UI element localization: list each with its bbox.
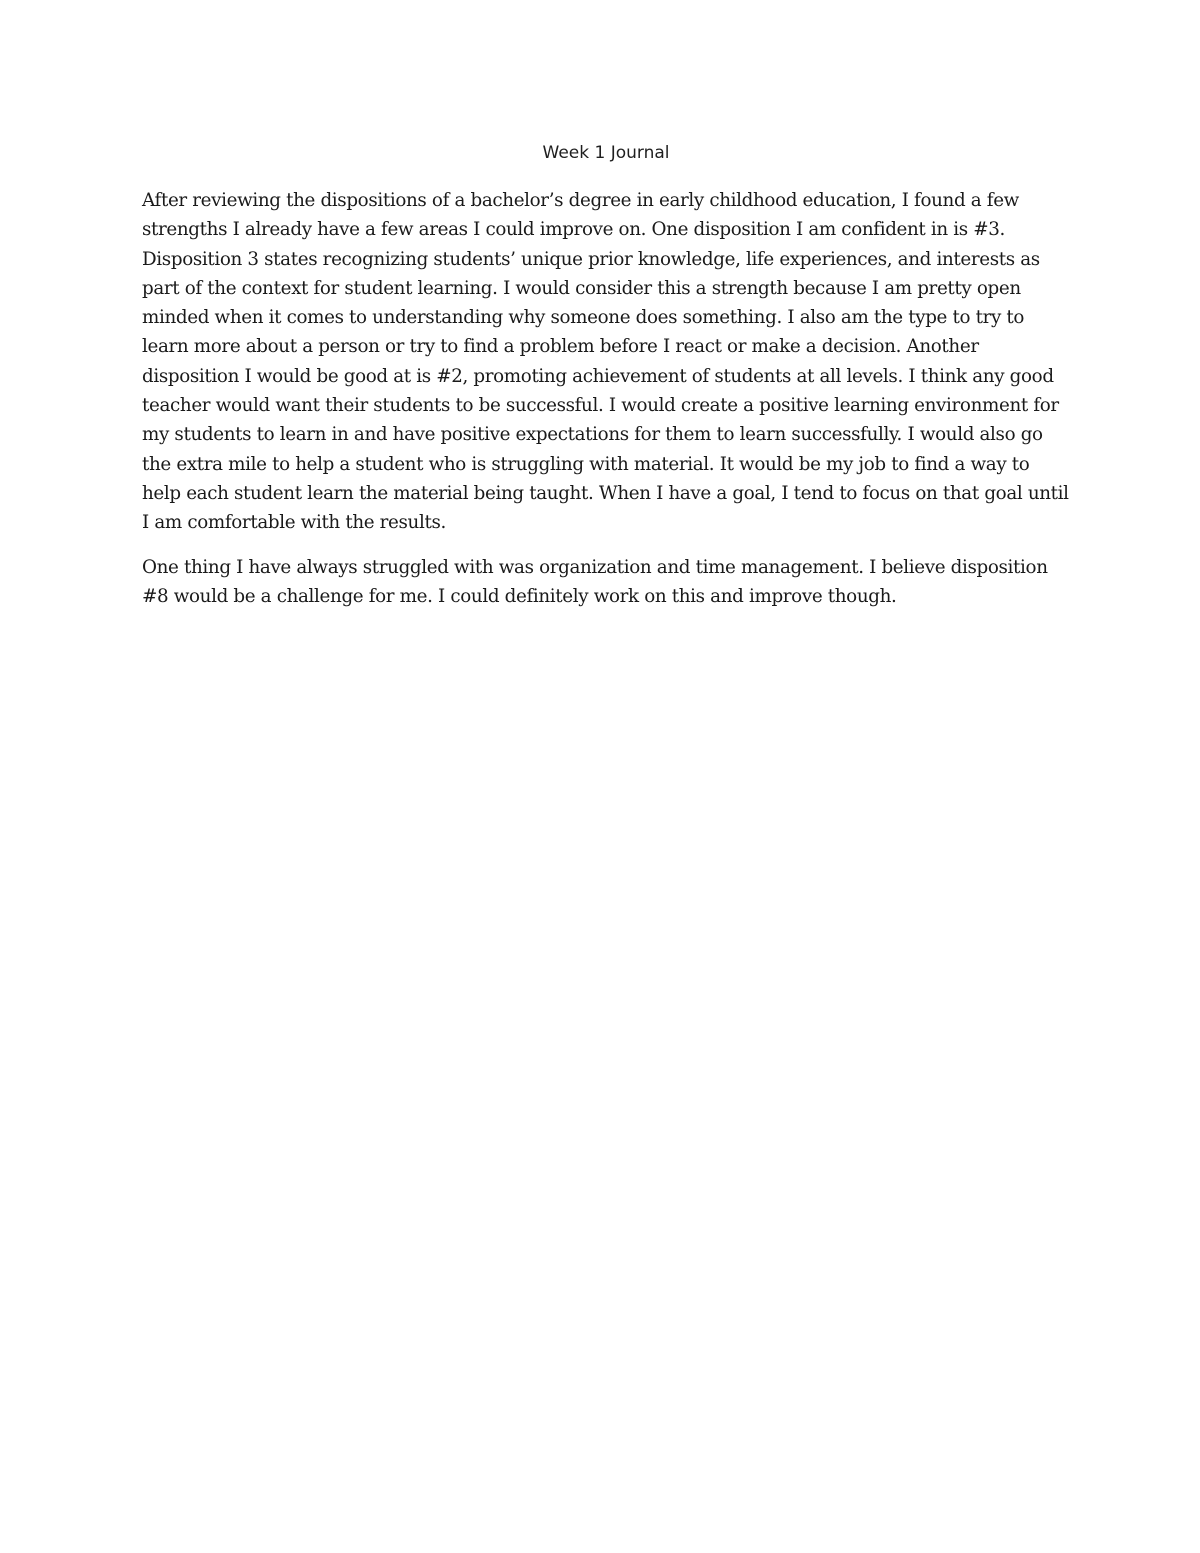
document-title: Week 1 Journal (542, 143, 670, 163)
paragraph-challenges: One thing I have always struggled with was organization and time management. I believe disposition #8 would be a challenge for me. I could definitely work on this and improve though. (142, 556, 1048, 607)
paragraph-strengths: After reviewing the dispositions of a bachelor’s degree in early childhood education, I found a few strengths I already have a few areas I could improve on. One disposition I am confident in is #3. Disposition 3 states recognizing students’ unique prior knowledge, life experiences, and interests as part of the context for student learning. I would consider this a strength because I am pretty open minded when it comes to understanding why someone does something. I also am the type to try to learn more about a person or try to find a problem before I react or make a decision. Another disposition I would be good at is #2, promoting achievement of students at all levels. I think any good teacher would want their students to be successful. I would create a positive learning environment for my students to learn in and have positive expectations for them to learn successfully. I would also go the extra mile to help a student who is struggling with material. It would be my job to find a way to help each student learn the material being taught. When I have a goal, I tend to focus on that goal until I am comfortable with the results. (142, 190, 1069, 534)
document-body (142, 186, 1072, 626)
